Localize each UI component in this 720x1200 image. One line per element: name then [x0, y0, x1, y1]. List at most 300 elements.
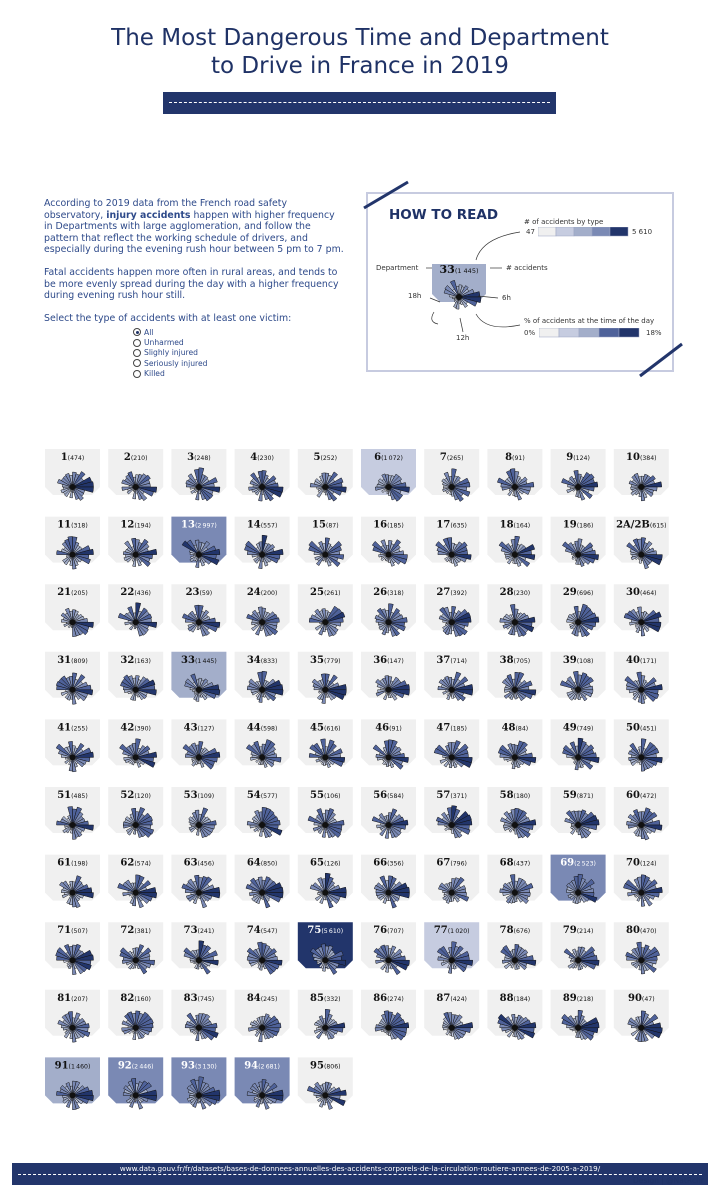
rose-center	[196, 1025, 202, 1031]
rose-center	[575, 957, 581, 963]
pct-legend-title: % of accidents at the time of the day	[524, 317, 655, 325]
department-tile[interactable]	[45, 517, 100, 569]
rose-center	[259, 552, 265, 558]
rose-center	[512, 890, 518, 896]
tile-count: (218)	[576, 995, 594, 1003]
tile-count: (109)	[197, 793, 215, 800]
tile-dept: 39	[562, 654, 577, 666]
rose-center	[322, 1025, 328, 1031]
rose-center	[196, 1092, 202, 1098]
department-tile[interactable]	[235, 787, 290, 838]
tile-dept: 79	[562, 925, 577, 937]
department-tile[interactable]	[424, 990, 479, 1040]
tile-dept: 85	[310, 992, 324, 1004]
tile-dept: 4	[250, 452, 258, 463]
department-tile[interactable]	[424, 719, 479, 767]
tile-count: (436)	[134, 590, 151, 598]
rose-center	[133, 687, 139, 693]
tile-count: (59)	[199, 590, 213, 598]
tile-dept: 26	[373, 587, 388, 599]
department-tile[interactable]	[235, 922, 290, 974]
department-tile[interactable]	[298, 517, 353, 567]
tile-count: (2 681)	[258, 1063, 280, 1071]
tile-dept: 34	[246, 654, 261, 666]
tile-count: (871)	[576, 793, 594, 800]
filter-option-label: All	[144, 327, 154, 337]
department-tile[interactable]	[424, 787, 479, 838]
department-tile[interactable]	[487, 449, 542, 500]
department-tile[interactable]	[551, 517, 606, 567]
department-tile[interactable]	[298, 855, 353, 908]
tile-dept: 63	[183, 857, 198, 869]
rose-center	[70, 1092, 76, 1098]
tile-count: (265)	[446, 455, 464, 462]
rose-center	[512, 957, 518, 963]
department-tile[interactable]	[551, 922, 606, 970]
tile-dept: 80	[626, 925, 640, 937]
department-tile[interactable]	[108, 922, 163, 974]
department-tile[interactable]	[487, 719, 542, 768]
tile-dept: 15	[311, 519, 326, 531]
tile-dept: 82	[120, 992, 135, 1004]
department-tile[interactable]	[614, 922, 669, 974]
department-tile[interactable]	[614, 990, 669, 1042]
department-tile[interactable]	[235, 517, 290, 569]
tile-count: (745)	[197, 995, 215, 1003]
tile-dept: 62	[120, 857, 135, 869]
tile-count: (318)	[71, 522, 88, 530]
tile-count: (574)	[134, 860, 151, 868]
rose-center	[322, 754, 328, 760]
rose-center	[449, 754, 455, 760]
filter-option-label: Slighly injured	[144, 348, 198, 358]
tile-count: (230)	[513, 590, 531, 598]
tile-dept: 3	[187, 452, 195, 463]
rose-center	[449, 484, 455, 490]
rose-center	[449, 552, 455, 558]
tile-count: (171)	[639, 657, 657, 665]
department-tile[interactable]	[108, 990, 163, 1040]
tile-count: (91)	[389, 725, 402, 733]
department-tile[interactable]	[551, 449, 606, 500]
tile-dept: 14	[246, 519, 261, 531]
tile-count: (245)	[260, 995, 278, 1003]
tile-dept: 30	[626, 587, 640, 599]
department-tile[interactable]	[487, 517, 542, 567]
department-tile[interactable]	[45, 787, 100, 839]
rose-center	[70, 687, 76, 693]
rose-center	[575, 890, 581, 896]
tile-dept: 37	[436, 654, 451, 666]
label-department: Department	[376, 264, 419, 272]
department-tile[interactable]	[551, 652, 606, 701]
tile-dept: 32	[120, 654, 135, 666]
department-tile[interactable]	[298, 719, 353, 767]
rose-center	[70, 484, 76, 490]
rose-center	[638, 484, 644, 490]
rose-center	[196, 754, 202, 760]
department-tile[interactable]	[45, 449, 100, 501]
department-tile[interactable]	[108, 855, 163, 908]
department-tile[interactable]	[614, 787, 669, 840]
rose-center	[196, 687, 202, 693]
department-tile[interactable]	[171, 449, 226, 501]
department-tile[interactable]	[361, 922, 416, 975]
department-tile[interactable]	[171, 922, 226, 974]
rose-center	[638, 754, 644, 760]
intro-paragraph-2: Fatal accidents happen more often in rural areas, and tends to be more evenly spread during the day with a higher frequency during evening rush hour still.	[44, 266, 339, 302]
tile-dept: 28	[499, 587, 514, 599]
tile-count: (230)	[257, 455, 274, 462]
rose-center	[638, 687, 644, 693]
department-tile[interactable]	[361, 787, 416, 838]
tile-count: (616)	[323, 725, 341, 733]
tile-count: (833)	[260, 657, 278, 665]
tile-dept: 94	[244, 1060, 259, 1072]
rose-center	[133, 1092, 139, 1098]
rose-center	[196, 484, 202, 490]
tile-count: (47)	[641, 995, 655, 1003]
rose-center	[638, 1025, 644, 1031]
department-tile[interactable]	[551, 855, 606, 904]
department-tile[interactable]	[171, 584, 226, 636]
department-tile[interactable]	[45, 1057, 100, 1109]
filter-option-label: Killed	[144, 369, 165, 379]
tile-dept: 31	[57, 654, 72, 666]
department-tile[interactable]	[235, 855, 290, 908]
tile-dept: 41	[57, 722, 72, 734]
rose-center	[575, 822, 581, 828]
tile-count: (124)	[573, 455, 590, 462]
pct-legend-min: 0%	[524, 329, 536, 337]
department-tile[interactable]	[108, 652, 163, 701]
department-tile[interactable]	[45, 855, 100, 908]
tile-dept: 11	[57, 519, 72, 531]
tile-dept: 78	[499, 925, 514, 937]
tile-count: (108)	[576, 657, 594, 665]
department-tile[interactable]	[298, 449, 353, 501]
tile-count: (472)	[639, 793, 657, 800]
department-tile[interactable]	[551, 990, 606, 1041]
intro-paragraph-3: Select the type of accidents with at least one victim:	[44, 312, 292, 324]
rose-center	[259, 822, 265, 828]
tile-dept: 5	[313, 452, 321, 463]
rose-center	[386, 552, 392, 558]
tile-dept: 21	[57, 587, 72, 599]
tile-count: (186)	[576, 522, 594, 530]
tile-dept: 18	[499, 519, 514, 531]
department-tile[interactable]	[361, 652, 416, 701]
department-tile[interactable]	[235, 990, 290, 1042]
tile-dept: 16	[373, 519, 388, 531]
tile-count: (185)	[450, 725, 467, 733]
rose-center	[196, 957, 202, 963]
tile-count: (160)	[134, 995, 151, 1003]
rose-center	[575, 619, 581, 625]
department-tile[interactable]	[298, 990, 353, 1039]
department-tile[interactable]	[171, 855, 226, 908]
tile-dept: 58	[499, 790, 514, 801]
rose-center	[386, 957, 392, 963]
tile-count: (318)	[387, 590, 404, 598]
rose-center	[322, 1092, 328, 1098]
department-tile[interactable]	[298, 652, 353, 704]
department-tile[interactable]	[235, 449, 290, 501]
rose-center	[386, 687, 392, 693]
rose-center	[196, 552, 202, 558]
tile-dept: 13	[181, 519, 195, 531]
department-tile[interactable]	[424, 449, 479, 501]
rose-center	[575, 754, 581, 760]
rose-center	[449, 619, 455, 625]
tile-count: (124)	[639, 860, 657, 868]
tile-dept: 10	[626, 452, 640, 463]
rose-center	[575, 484, 581, 490]
rose-center	[133, 957, 139, 963]
department-tile[interactable]	[614, 855, 669, 907]
department-tile[interactable]	[171, 1057, 226, 1109]
department-tile[interactable]	[424, 652, 479, 701]
department-tile[interactable]	[614, 584, 669, 636]
department-tile[interactable]	[108, 719, 163, 767]
rose-center	[449, 687, 455, 693]
tile-count: (3 130)	[194, 1063, 217, 1071]
department-tile[interactable]	[45, 922, 100, 974]
department-tile[interactable]	[171, 719, 226, 769]
department-tile[interactable]	[298, 1057, 353, 1109]
tile-dept: 49	[562, 722, 577, 734]
tile-count: (252)	[320, 455, 338, 462]
tile-count: (598)	[260, 725, 278, 733]
department-tile[interactable]	[171, 990, 226, 1041]
color-legend-min: 47	[526, 228, 535, 236]
tile-count: (850)	[260, 860, 278, 868]
department-tile[interactable]	[235, 652, 290, 703]
tile-dept: 8	[505, 452, 513, 463]
tile-dept: 69	[560, 857, 575, 869]
rose-center	[386, 1025, 392, 1031]
tile-count: (806)	[323, 1063, 341, 1071]
tile-count: (356)	[387, 860, 404, 868]
label-6h: 6h	[502, 294, 511, 302]
tile-count: (437)	[513, 860, 531, 868]
tile-dept: 2	[123, 452, 131, 463]
tile-count: (1 445)	[194, 657, 217, 665]
tile-count: (210)	[130, 455, 148, 462]
tile-count: (1 020)	[447, 928, 470, 936]
tile-dept: 19	[562, 519, 577, 531]
department-tile[interactable]	[614, 517, 669, 569]
department-tile[interactable]	[361, 990, 416, 1040]
department-tile[interactable]	[487, 922, 542, 970]
department-tile[interactable]	[108, 787, 163, 838]
tile-dept: 6	[374, 452, 382, 463]
tile-dept: 83	[183, 992, 198, 1004]
tile-dept: 57	[436, 790, 451, 801]
rose-center	[512, 619, 518, 625]
tile-dept: 77	[433, 925, 448, 937]
rose-center	[638, 957, 644, 963]
tile-dept: 29	[562, 587, 577, 599]
department-tile[interactable]	[487, 855, 542, 904]
department-tile[interactable]	[487, 584, 542, 636]
department-tile[interactable]	[424, 855, 479, 904]
rose-center	[386, 890, 392, 896]
tile-dept: 43	[183, 722, 198, 734]
tile-dept: 44	[246, 722, 261, 734]
tile-count: (120)	[134, 793, 151, 800]
tile-count: (1 072)	[381, 455, 403, 462]
tile-dept: 56	[373, 790, 388, 801]
rose-center	[322, 687, 328, 693]
rose-center	[133, 1025, 139, 1031]
tile-dept: 2A/2B	[616, 519, 650, 531]
rose-center	[322, 957, 328, 963]
tile-dept: 1	[60, 452, 68, 463]
tile-count: (147)	[387, 657, 404, 665]
rose-center	[322, 822, 328, 828]
department-tile[interactable]	[108, 449, 163, 501]
rose-center	[512, 1025, 518, 1031]
rose-center	[575, 552, 581, 558]
department-tile[interactable]	[487, 990, 542, 1040]
tile-dept: 33	[181, 654, 195, 666]
department-tile[interactable]	[361, 719, 416, 769]
rose-center	[449, 890, 455, 896]
rose-center	[575, 1025, 581, 1031]
department-tile[interactable]	[361, 855, 416, 909]
pct-legend-max: 18%	[646, 329, 662, 337]
department-tile[interactable]	[424, 922, 479, 973]
rose-center	[70, 890, 76, 896]
tile-count: (194)	[134, 522, 151, 530]
department-tile[interactable]	[298, 584, 353, 636]
department-tile[interactable]	[108, 584, 163, 636]
rose-center	[70, 822, 76, 828]
tile-dept: 68	[499, 857, 514, 869]
tile-dept: 42	[120, 722, 135, 734]
tile-count: (84)	[515, 725, 529, 733]
department-tile[interactable]	[235, 719, 290, 767]
rose-center	[512, 552, 518, 558]
tile-dept: 25	[310, 587, 324, 599]
department-tile[interactable]	[45, 719, 100, 771]
department-tile[interactable]	[298, 787, 353, 838]
tile-count: (696)	[576, 590, 594, 598]
tile-dept: 46	[375, 722, 390, 734]
department-tile[interactable]	[298, 922, 353, 974]
tile-count: (87)	[325, 522, 339, 530]
source-link[interactable]: www.data.gouv.fr/fr/datasets/bases-de-donnees-annuelles-des-accidents-corporels-de-la-circulation-routiere-annees-de-2005-a-2019/	[119, 1164, 601, 1173]
department-tile[interactable]	[614, 652, 669, 704]
tile-count: (127)	[197, 725, 215, 733]
rose-center	[259, 957, 265, 963]
tile-dept: 12	[120, 519, 135, 531]
department-tile[interactable]	[361, 517, 416, 567]
tile-dept: 70	[626, 857, 640, 869]
credit: Design | @NatRchr	[632, 1176, 704, 1185]
title-line-1: The Most Dangerous Time and Department	[111, 25, 609, 51]
rose-center	[259, 890, 265, 896]
tile-dept: 88	[499, 992, 514, 1004]
tile-count: (809)	[71, 657, 88, 665]
tile-dept: 90	[627, 992, 642, 1004]
tile-count: (615)	[649, 522, 667, 530]
rose-center	[259, 484, 265, 490]
tile-count: (424)	[450, 995, 467, 1003]
department-tile[interactable]	[361, 449, 416, 501]
tile-count: (214)	[576, 928, 594, 936]
rose-center	[196, 619, 202, 625]
rose-center	[70, 552, 76, 558]
tile-dept: 81	[57, 992, 72, 1004]
tile-dept: 86	[373, 992, 388, 1004]
department-tile[interactable]	[361, 584, 416, 636]
tile-dept: 48	[501, 722, 516, 734]
department-tile[interactable]	[171, 652, 226, 702]
rose-center	[133, 890, 139, 896]
label-18h: 18h	[408, 292, 422, 300]
department-tile[interactable]	[424, 584, 479, 636]
department-tile[interactable]	[45, 584, 100, 636]
department-tile[interactable]	[171, 787, 226, 838]
rose-center	[322, 619, 328, 625]
tile-dept: 91	[54, 1060, 69, 1072]
department-tile[interactable]	[551, 584, 606, 637]
department-tile[interactable]	[551, 787, 606, 838]
tile-count: (5 610)	[321, 928, 344, 936]
tile-count: (707)	[387, 928, 404, 936]
department-tile[interactable]	[45, 990, 100, 1042]
rose-center	[386, 822, 392, 828]
department-tile[interactable]	[424, 517, 479, 567]
department-tile[interactable]	[108, 1057, 163, 1109]
department-tile[interactable]	[108, 517, 163, 567]
rose-center	[449, 1025, 455, 1031]
tile-count: (547)	[260, 928, 278, 936]
department-tile[interactable]	[487, 787, 542, 838]
tile-dept: 60	[626, 790, 640, 801]
tile-dept: 52	[120, 790, 135, 801]
rose-center	[133, 552, 139, 558]
rose-center	[259, 619, 265, 625]
department-tile[interactable]	[171, 517, 226, 568]
tile-count: (714)	[450, 657, 467, 665]
rose-center	[512, 484, 518, 490]
tile-dept: 51	[57, 790, 72, 801]
tile-dept: 17	[436, 519, 451, 531]
tile-dept: 72	[120, 925, 135, 937]
tile-count: (248)	[194, 455, 211, 462]
tile-dept: 87	[436, 992, 451, 1004]
department-tile[interactable]	[487, 652, 542, 701]
department-tile[interactable]	[551, 719, 606, 770]
tile-count: (126)	[323, 860, 341, 868]
rose-center	[512, 822, 518, 828]
department-tile[interactable]	[614, 719, 669, 771]
tile-dept: 50	[626, 722, 640, 734]
department-tile[interactable]	[235, 1057, 290, 1109]
tile-count: (507)	[71, 928, 88, 936]
how-to-read-title: HOW TO READ	[389, 207, 499, 223]
tile-dept: 55	[310, 790, 324, 801]
tile-dept: 53	[183, 790, 198, 801]
tile-count: (470)	[639, 928, 657, 936]
department-tile[interactable]	[614, 449, 669, 501]
tile-dept: 22	[120, 587, 135, 599]
department-tile[interactable]	[45, 652, 100, 704]
department-tile[interactable]	[235, 584, 290, 636]
